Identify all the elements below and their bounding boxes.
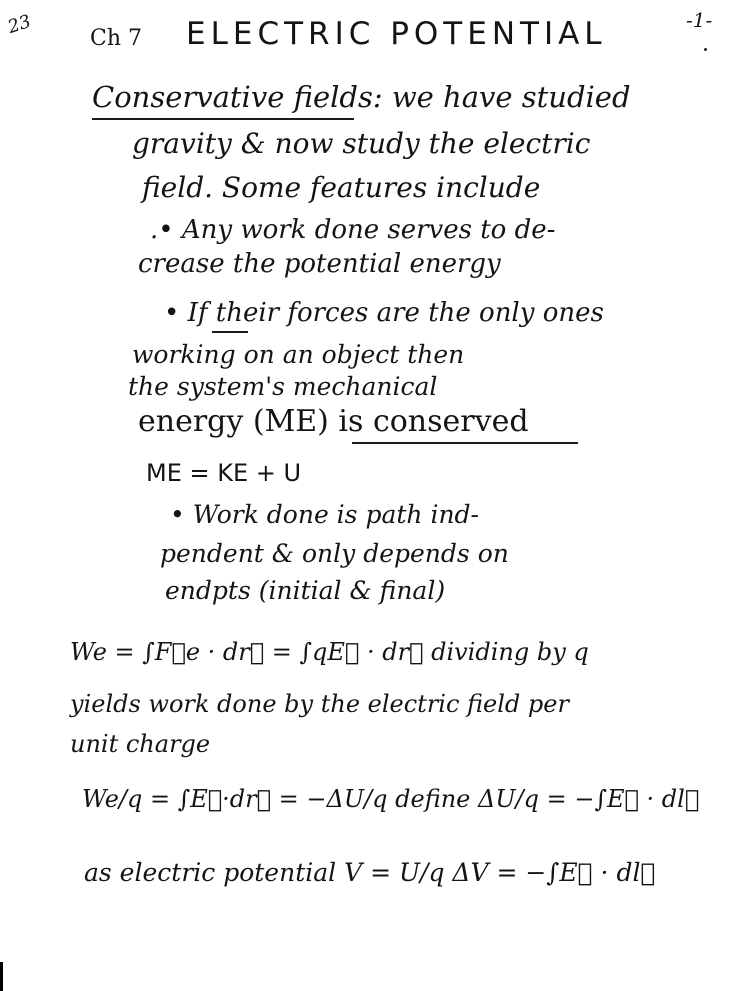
note-line: energy (ME) is conserved (138, 404, 529, 439)
margin-mark (0, 962, 3, 991)
note-line: the system's mechanical (128, 372, 438, 401)
equation-line: as electric potential V = U/q ΔV = −∫E⃗ · dl⃗ (84, 858, 656, 887)
note-line: field. Some features include (142, 171, 541, 204)
conserved-underline (352, 442, 578, 444)
note-line: crease the potential energy (138, 249, 501, 279)
note-line: • If their forces are the only ones (164, 298, 604, 328)
note-line: pendent & only depends on (160, 539, 509, 568)
note-line: Conservative fields: we have studied (92, 80, 631, 114)
equation-line: We = ∫F⃗e · dr⃗ = ∫qE⃗ · dr⃗ dividing by q (70, 638, 589, 666)
note-line: yields work done by the electric field per (70, 690, 569, 718)
if-underline (212, 331, 248, 333)
note-line: .• Any work done serves to de- (150, 215, 556, 245)
page-title: ELECTRIC POTENTIAL (186, 16, 607, 52)
heading-underline (92, 118, 354, 120)
note-line: endpts (initial & final) (165, 576, 446, 605)
note-line: gravity & now study the electric (132, 127, 591, 160)
equation-line: We/q = ∫E⃗·dr⃗ = −ΔU/q define ΔU/q = −∫E⃗ · dl⃗ (82, 785, 700, 813)
note-line: working on an object then (132, 340, 465, 369)
chapter-label: Ch 7 (90, 26, 142, 51)
note-line: • Work done is path ind- (170, 500, 480, 529)
pen-dot (704, 48, 707, 51)
note-line: unit charge (70, 730, 211, 758)
corner-note: 23 (5, 10, 34, 39)
page-number: -1- (686, 8, 713, 32)
equation-line: ME = KE + U (146, 459, 302, 487)
